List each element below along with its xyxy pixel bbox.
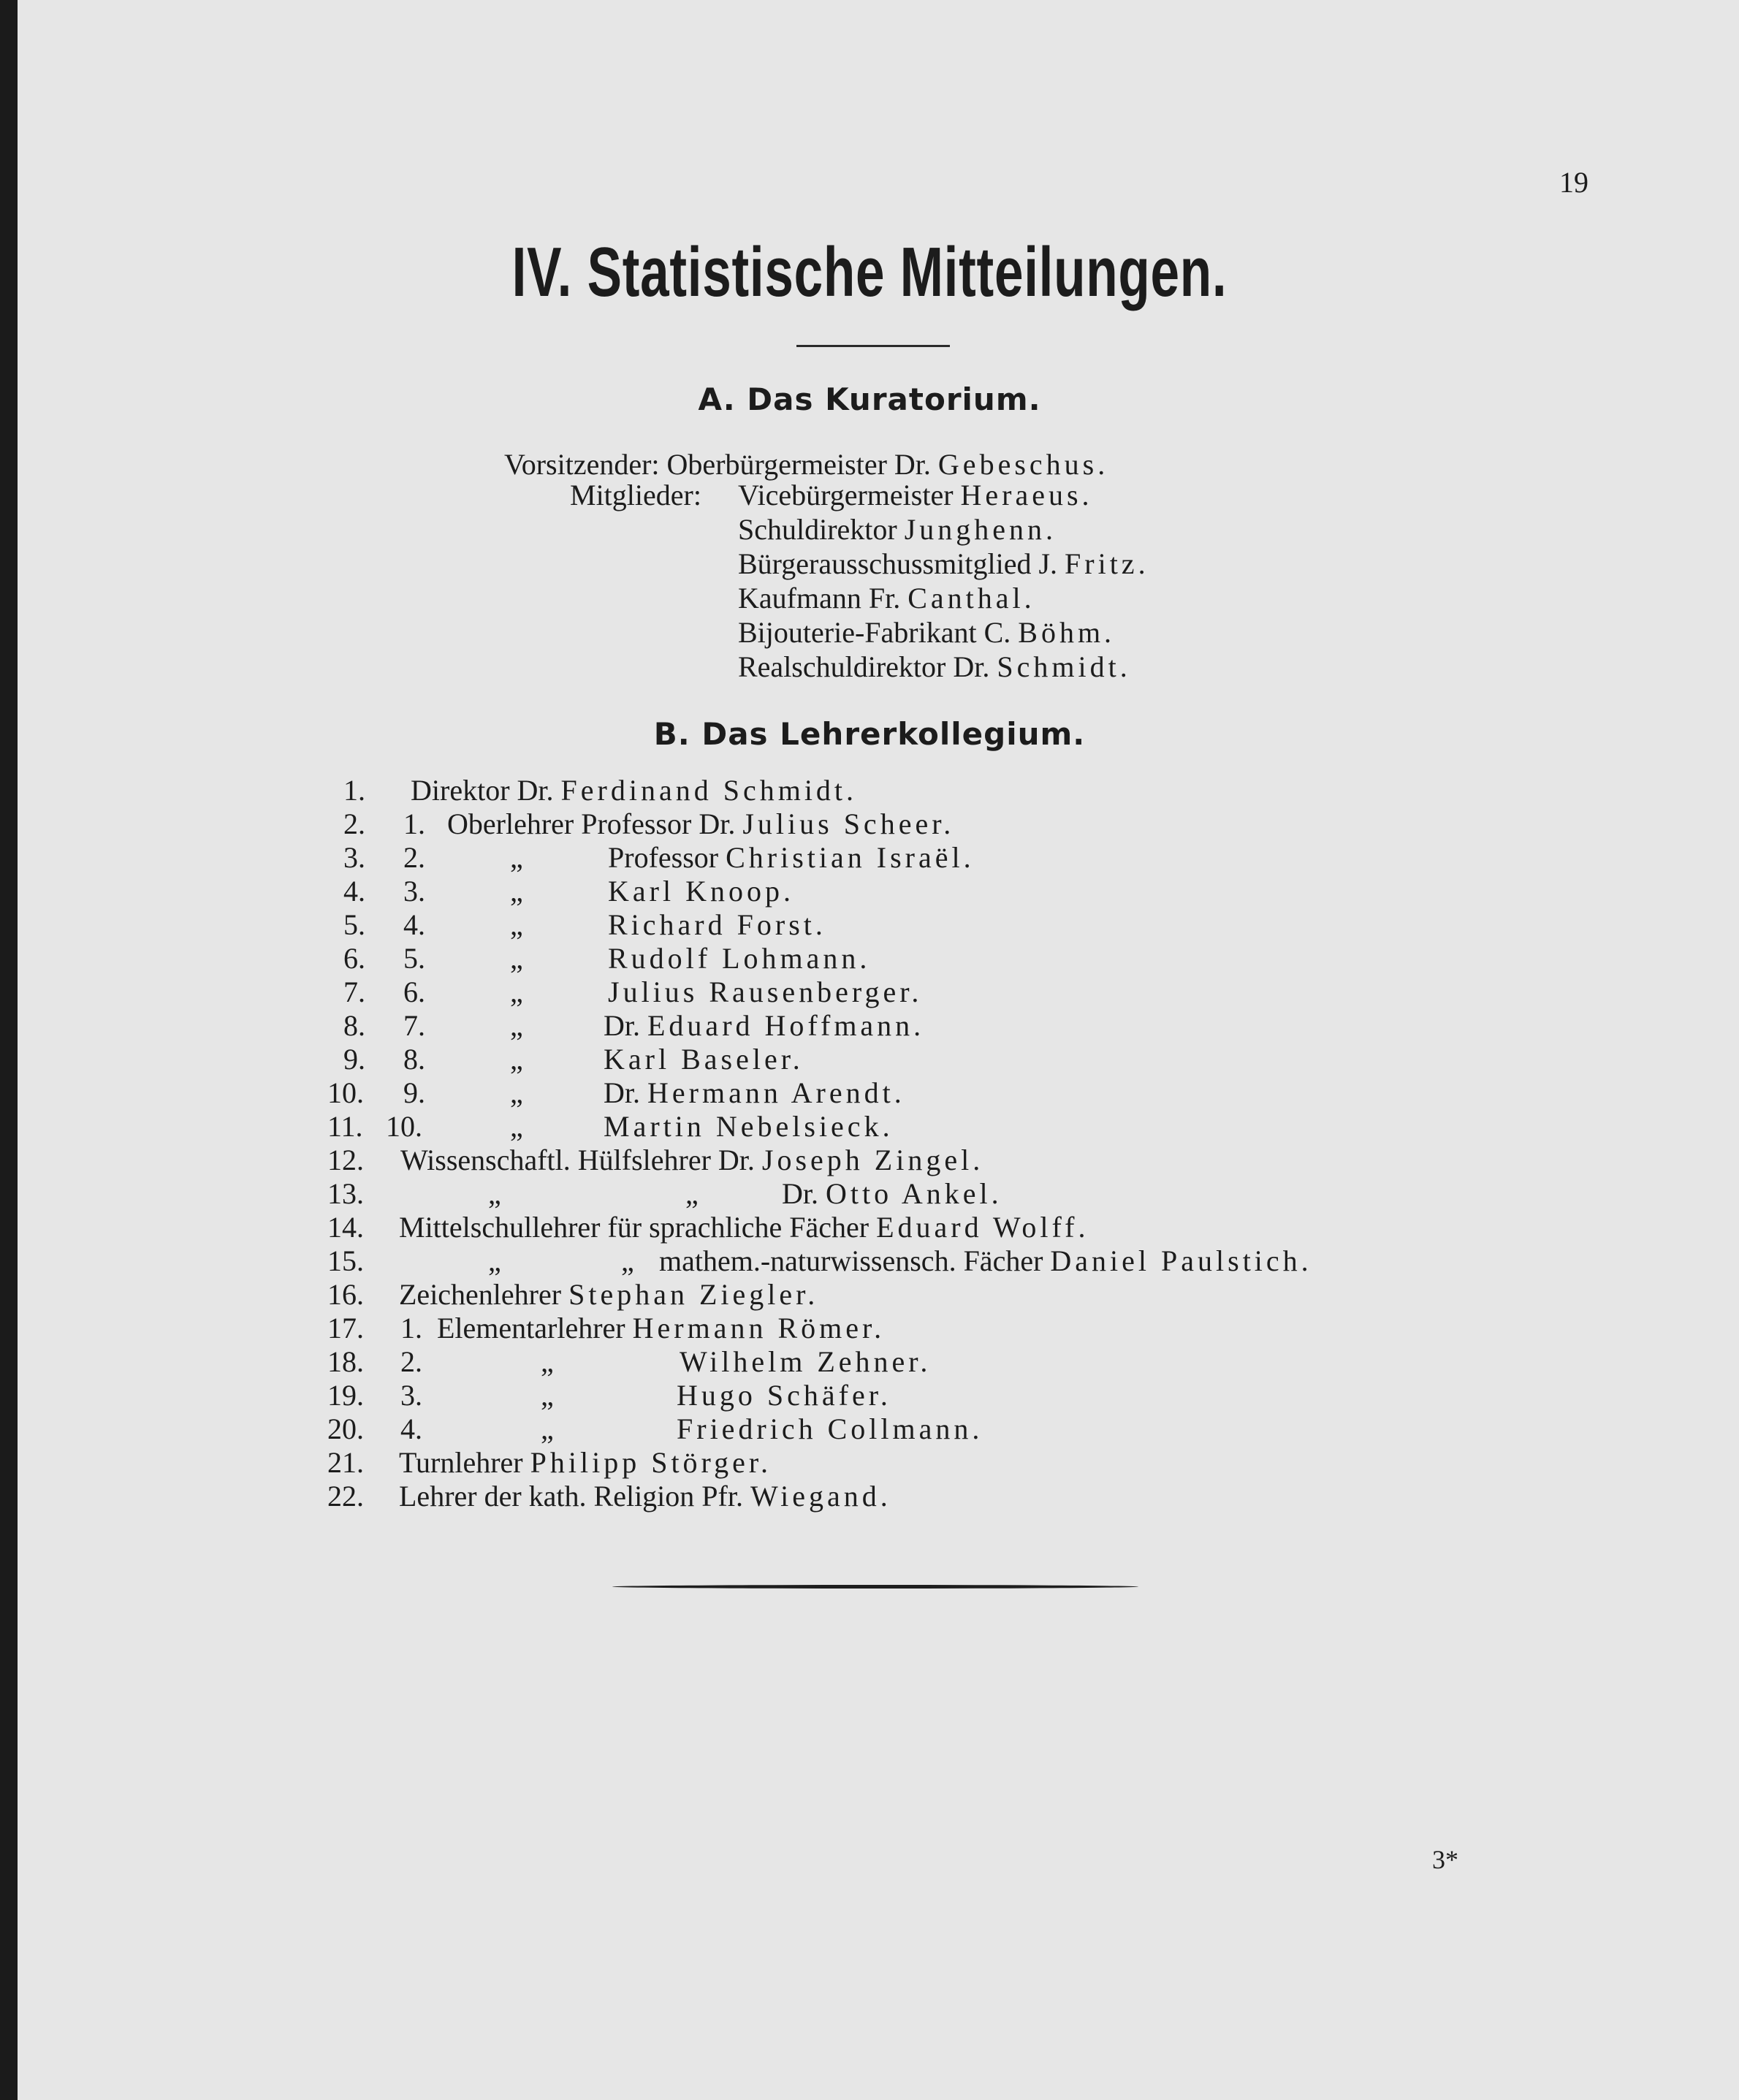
entry-number: 3. [343,841,365,874]
entry-text [399,1277,818,1312]
ditto-mark: „ [510,908,523,941]
entry-subnumber: 2. [403,841,425,874]
member-role: Bürgerausschussmitglied J. [738,547,1058,580]
chair-label: Vorsitzender: [504,448,660,481]
member-line [738,615,1115,650]
member-line [738,512,1057,547]
entry-role: Mittelschullehrer für sprachliche Fächer [399,1211,870,1244]
member-line [738,478,1093,512]
ditto-mark: „ [541,1379,554,1412]
entry-number: 7. [343,975,365,1008]
entry-text [604,1076,905,1110]
entry-number: 19. [327,1379,364,1412]
entry-role: Wissenschaftl. Hülfslehrer Dr. [400,1144,755,1176]
entry-number: 12. [327,1144,364,1176]
chair-line [504,447,1108,482]
entry-name: Otto Ankel. [826,1177,1002,1210]
member-name: Böhm. [1018,616,1116,649]
entry-name: Hugo Schäfer. [677,1379,891,1412]
entry-subnumber: 5. [403,942,425,975]
ditto-mark: „ [510,975,523,1008]
entry-number: 2. [343,807,365,840]
entry-number: 21. [327,1446,364,1479]
entry-number: 1. [343,774,365,807]
entry-text [399,1210,1089,1244]
entry-number: 6. [343,942,365,975]
entry-name: Rudolf Lohmann. [608,942,871,975]
members-label: Mitglieder: [570,479,701,511]
entry-number: 16. [327,1278,364,1311]
member-role: Bijouterie-Fabrikant C. [738,616,1011,649]
entry-name: Christian Israël. [726,841,975,874]
member-line [738,547,1149,581]
entry-number: 14. [327,1211,364,1244]
member-name: Canthal. [907,582,1035,615]
entry-role: Oberlehrer Professor Dr. [447,807,736,840]
ditto-mark: „ [510,1076,523,1109]
ditto-mark: „ [510,1043,523,1076]
sheet-signature: 3* [1432,1845,1458,1874]
ditto-mark: „ [510,841,523,874]
entry-text [659,1244,1312,1278]
document-page [18,0,1739,2100]
ditto-mark: „ [510,942,523,975]
entry-subnumber: 10. [386,1110,422,1143]
ditto-mark: „ [510,875,523,908]
entry-text [608,840,975,875]
entry-subnumber: 3. [400,1379,422,1412]
section-title-kuratorium: A. Das Kuratorium. [698,381,1041,417]
entry-name: Karl Baseler. [604,1043,804,1076]
entry-number: 10. [327,1076,364,1109]
member-name: Heraeus. [960,479,1093,511]
entry-role: Turnlehrer [399,1446,523,1479]
entry-name: Julius Scheer. [742,807,955,840]
entry-subnumber: 4. [400,1412,422,1445]
entry-name: Wilhelm Zehner. [680,1345,932,1378]
member-role: Schuldirektor [738,513,897,546]
entry-name: Karl Knoop. [608,875,794,908]
chair-role: Oberbürgermeister Dr. [666,448,931,481]
entry-number: 15. [327,1244,364,1277]
entry-number: 4. [343,875,365,908]
entry-role: Professor [608,841,719,874]
entry-text [411,773,857,807]
entry-text [604,1008,924,1043]
entry-subnumber: 2. [400,1345,422,1378]
entry-name: Wiegand. [750,1480,891,1513]
entry-role: Elementarlehrer [437,1312,625,1344]
entry-name: Hermann Arendt. [647,1076,905,1109]
entry-number: 9. [343,1043,365,1076]
page-number: 19 [1559,166,1588,199]
entry-name: Friedrich Collmann. [677,1412,983,1445]
entry-role: Lehrer der kath. Religion Pfr. [399,1480,743,1513]
entry-role: mathem.-naturwissensch. Fächer [659,1244,1043,1277]
entry-name: Philipp Störger. [530,1446,772,1479]
entry-number: 20. [327,1412,364,1445]
entry-name: Julius Rausenberger. [608,975,923,1008]
entry-role: Direktor Dr. [411,774,554,807]
entry-text [437,1311,885,1345]
entry-subnumber: 1. [400,1312,422,1344]
member-role: Kaufmann Fr. [738,582,901,615]
chapter-heading: IV. Statistische Mitteilungen. [511,233,1228,311]
entry-name: Joseph Zingel. [761,1144,984,1176]
entry-subnumber: 6. [403,975,425,1008]
entry-role: Dr. [782,1177,818,1210]
entry-number: 11. [327,1110,363,1143]
member-role: Vicebürgermeister [738,479,954,511]
ditto-mark: „ [685,1177,699,1210]
entry-subnumber: 3. [403,875,425,908]
entry-number: 5. [343,908,365,941]
ditto-mark: „ [541,1412,554,1445]
entry-name: Eduard Wolff. [876,1211,1089,1244]
ditto-mark: „ [621,1244,634,1277]
ditto-mark: „ [510,1110,523,1143]
entry-number: 13. [327,1177,364,1210]
entry-name: Daniel Paulstich. [1050,1244,1312,1277]
member-role: Realschuldirektor Dr. [738,650,990,683]
entry-role: Zeichenlehrer [399,1278,562,1311]
closing-rule [612,1585,1138,1589]
entry-subnumber: 7. [403,1009,425,1042]
entry-text [447,807,954,841]
entry-name: Ferdinand Schmidt. [560,774,858,807]
entry-subnumber: 9. [403,1076,425,1109]
entry-number: 8. [343,1009,365,1042]
entry-subnumber: 8. [403,1043,425,1076]
entry-role: Dr. [604,1009,640,1042]
entry-name: Richard Forst. [608,908,826,941]
entry-text [782,1176,1002,1211]
entry-number: 18. [327,1345,364,1378]
entry-number: 22. [327,1480,364,1513]
entry-text [399,1445,772,1480]
entry-role: Dr. [604,1076,640,1109]
section-title-lehrerkollegium: B. Das Lehrerkollegium. [653,716,1086,752]
member-name: Schmidt. [997,650,1131,683]
entry-subnumber: 4. [403,908,425,941]
entry-number: 17. [327,1312,364,1344]
ditto-mark: „ [541,1345,554,1378]
heading-rule [796,345,950,347]
entry-name: Eduard Hoffmann. [647,1009,925,1042]
entry-name: Martin Nebelsieck. [604,1110,894,1143]
entry-text [400,1143,983,1177]
ditto-mark: „ [488,1244,501,1277]
ditto-mark: „ [510,1009,523,1042]
entry-name: Hermann Römer. [632,1312,886,1344]
chair-name: Gebeschus. [937,448,1109,481]
member-name: Junghenn. [904,513,1057,546]
member-line [738,581,1035,615]
entry-name: Stephan Ziegler. [568,1278,819,1311]
entry-subnumber: 1. [403,807,425,840]
entry-text [399,1479,891,1513]
member-line [738,650,1131,684]
member-name: Fritz. [1065,547,1149,580]
ditto-mark: „ [488,1177,501,1210]
